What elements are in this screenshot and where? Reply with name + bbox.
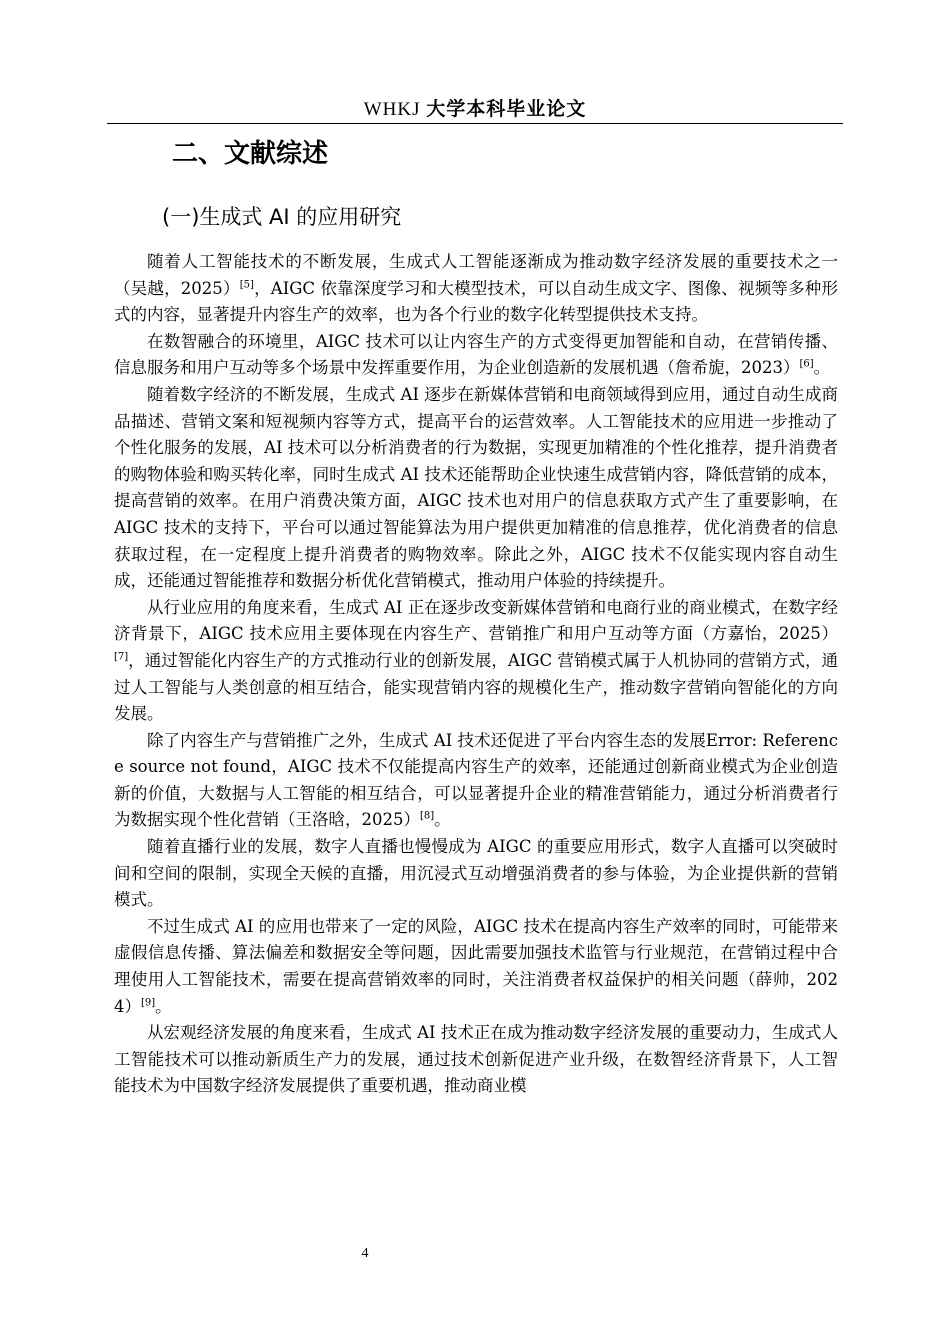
paragraph-text: 随着直播行业的发展，数字人直播也慢慢成为 AIGC 的重要应用形式，数字人直播可以突破时间和空间的限制，实现全天候的直播，用沉浸式互动增强消费者的参与体验，为企业提供新的营销模式。 <box>114 837 838 910</box>
paragraph-text: ，AIGC 依靠深度学习和大模型技术，可以自动生成文字、图像、视频等多种形式的内容，显著提升内容生产的效率，也为各个行业的数字化转型提供技术支持。 <box>114 278 838 325</box>
section-title: (一)生成式 AI 的应用研究 <box>162 205 402 229</box>
body-paragraph <box>114 914 838 1020</box>
body-text <box>114 249 838 1100</box>
body-paragraph <box>114 249 838 329</box>
body-paragraph <box>114 1020 838 1100</box>
body-paragraph <box>114 382 838 595</box>
citation-reference: [8] <box>420 810 435 822</box>
paragraph-text: 从行业应用的角度来看，生成式 AI 正在逐步改变新媒体营销和电商行业的商业模式，在数字经济背景下，AIGC 技术应用主要体现在内容生产、营销推广和用户互动等方面（方嘉怡，2025） <box>114 597 838 644</box>
paragraph-text: ，通过智能化内容生产的方式推动行业的创新发展，AIGC 营销模式属于人机协同的营销方式，通过人工智能与人类创意的相互结合，能实现营销内容的规模化生产，推动数字营销向智能化的方向发展。 <box>114 650 838 724</box>
body-paragraph <box>114 834 838 914</box>
paragraph-text: 除了内容生产与营销推广之外，生成式 AI 技术还促进了平台内容生态的发展Error: Reference source not found，AIGC 技术不仅能提高内容生产的效率，还能通过创新商业模式为企业创造新的价值，大数据与人工智能的相互结合，可以显著提升企业的精准营销能力，通过分析消费者行为数据实现个性化营销（王洛晗，2025） <box>114 730 838 830</box>
page-number: 4 <box>361 1246 369 1261</box>
citation-reference: [7] <box>114 651 129 663</box>
paragraph-text: 不过生成式 AI 的应用也带来了一定的风险，AIGC 技术在提高内容生产效率的同时，可能带来虚假信息传播、算法偏差和数据安全等问题，因此需要加强技术监管与行业规范，在营销过程中合理使用人工智能技术，需要在提高营销效率的同时，关注消费者权益保护的相关问题（薛帅，2024） <box>114 916 838 1016</box>
chapter-title: 二、文献综述 <box>172 139 329 169</box>
header-rule <box>107 123 843 124</box>
header-prefix: WHKJ <box>363 99 427 120</box>
paragraph-text: 从宏观经济发展的角度来看，生成式 AI 技术正在成为推动数字经济发展的重要动力，生成式人工智能技术可以推动新质生产力的发展，通过技术创新促进产业升级，在数智经济背景下，人工智能技术为中国数字经济发展提供了重要机遇，推动商业模 <box>114 1023 838 1096</box>
paragraph-text: 随着人工智能技术的不断发展，生成式人工智能逐渐成为推动数字经济发展的重要技术之一（吴越，2025） <box>114 252 838 298</box>
paragraph-text: 。 <box>434 810 451 830</box>
citation-reference: [5] <box>239 279 254 291</box>
body-paragraph <box>114 728 838 834</box>
paragraph-text: 在数智融合的环境里，AIGC 技术可以让内容生产的方式变得更加智能和自动，在营销传播、信息服务和用户互动等多个场景中发挥重要作用，为企业创造新的发展机遇（詹希旎，2023） <box>114 331 838 378</box>
body-paragraph <box>114 329 838 382</box>
running-header <box>107 96 843 122</box>
citation-reference: [6] <box>799 358 814 370</box>
paragraph-text: 。 <box>813 358 831 378</box>
paragraph-text: 。 <box>155 996 172 1016</box>
body-paragraph <box>114 595 838 728</box>
citation-reference: [9] <box>141 997 156 1009</box>
paragraph-text: 随着数字经济的不断发展，生成式 AI 逐步在新媒体营销和电商领域得到应用，通过自动生成商品描述、营销文案和短视频内容等方式，提高平台的运营效率。人工智能技术的应用进一步推动了个性化服务的发展，AI 技术可以分析消费者的行为数据，实现更加精准的个性化推荐，提升消费者的购物体验和购买转化率，同时生成式 AI 技术还能帮助企业快速生成营销内容，降低营销的成本，提高营销的效率。在用户消费决策方面，AIGC 技术也对用户的信息获取方式产生了重要影响，在 AIGC 技术的支持下，平台可以通过智能算法为用户提供更加精准的信息推荐，优化消费者的信息获取过程，在一定程度上提升消费者的购物效率。除此之外，AIGC 技术不仅能实现内容自动生成，还能通过智能推荐和数据分析优化营销模式，推动用户体验的持续提升。 <box>114 384 838 591</box>
header-title: 大学本科毕业论文 <box>426 98 587 120</box>
